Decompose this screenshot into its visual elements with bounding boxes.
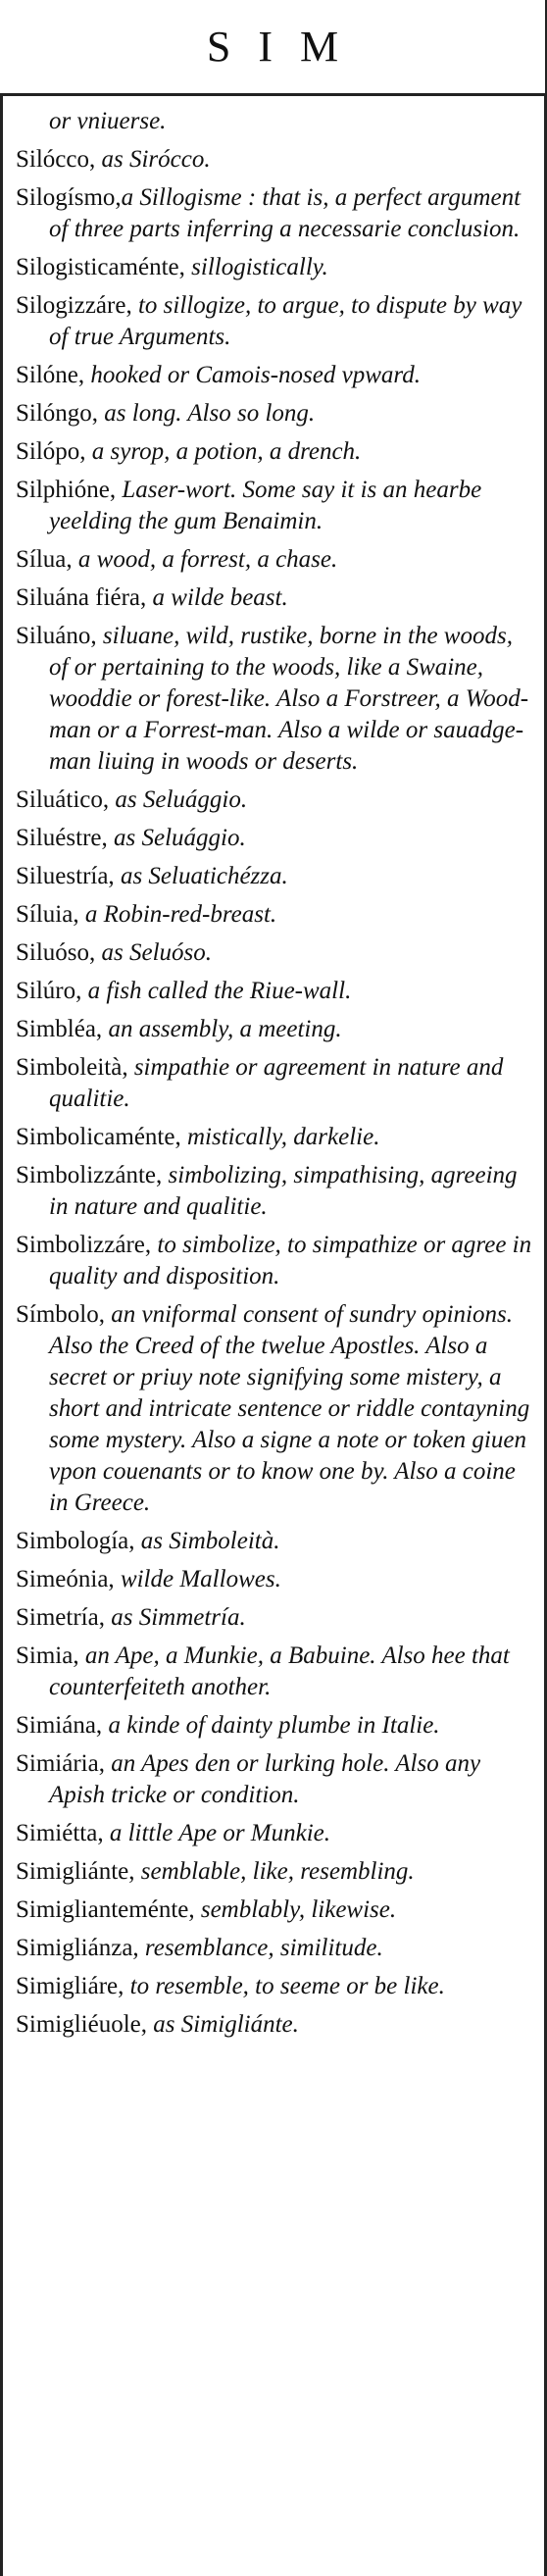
dictionary-entry [16, 436, 533, 468]
entry-headword: Simbolizzáre, [16, 1232, 152, 1258]
entry-headword: Simbléa, [16, 1016, 103, 1042]
entry-definition: an Apes den or lurking hole. Also any Apish tricke or condition. [49, 1750, 481, 1808]
entry-headword: Simbolizzánte, [16, 1162, 163, 1188]
dictionary-entry [16, 1299, 533, 1519]
entry-headword: Silóngo, [16, 400, 99, 427]
entry-headword: Siluána fiéra, [16, 584, 147, 611]
dictionary-entry [16, 398, 533, 429]
entry-definition: as Seluatichézza. [114, 863, 288, 889]
entry-definition: an Ape, a Munkie, a Babuine. Also hee that counterfeiteth another. [49, 1642, 510, 1700]
entry-definition: simpathie or agreement in nature and qualitie. [49, 1054, 504, 1112]
dictionary-entry [16, 1894, 533, 1926]
entry-headword: Simiána, [16, 1712, 103, 1739]
entry-definition: a syrop, a potion, a drench. [85, 438, 362, 465]
entry-definition: an vniformal consent of sundry opinions. Also the Creed of the twelue Apostles. Also a secret or priuy note signifying some mistery, a short and intricate sentence or riddle contayning some mystery. Also a signe a note or token giuen vpon couenants or to know one by. Also a coine in Greece. [49, 1301, 530, 1516]
entry-definition: wilde Mallowes. [114, 1566, 281, 1592]
entry-definition: a fish called the Riue-wall. [81, 978, 352, 1004]
dictionary-entry [16, 1526, 533, 1557]
entry-definition: semblably, likewise. [194, 1896, 397, 1923]
entry-headword: Simboleità, [16, 1054, 128, 1081]
dictionary-entry [16, 937, 533, 969]
page-header [0, 0, 547, 96]
header-rule [0, 93, 545, 96]
entry-definition: Laser-wort. Some say it is an hearbe yeelding the gum Benaimin. [49, 477, 482, 534]
entry-list [16, 106, 533, 2047]
entry-headword: Simia, [16, 1642, 79, 1669]
entry-headword: Simbología, [16, 1528, 135, 1554]
dictionary-entry [16, 899, 533, 931]
entry-headword: Silópo, [16, 438, 86, 465]
dictionary-entry [16, 1052, 533, 1115]
entry-definition: as Sirócco. [95, 146, 211, 173]
dictionary-entry [16, 106, 533, 137]
entry-definition: a Sillogisme : that is, a perfect argument of three parts inferring a necessarie conclusion. [49, 184, 522, 242]
dictionary-entry [16, 1818, 533, 1849]
entry-headword: Simigliáre, [16, 1973, 124, 1999]
dictionary-entry [16, 360, 533, 391]
dictionary-entry [16, 861, 533, 892]
dictionary-entry [16, 1564, 533, 1595]
dictionary-entry [16, 2009, 533, 2041]
dictionary-entry [16, 544, 533, 576]
entry-headword: Sílua, [16, 546, 73, 573]
dictionary-entry [16, 1160, 533, 1223]
entry-headword: Siluáno, [16, 623, 97, 649]
entry-definition: or vniuerse. [49, 108, 167, 134]
entry-headword: Simigliánza, [16, 1935, 139, 1961]
dictionary-entry [16, 1014, 533, 1045]
entry-definition: hooked or Camois-nosed vpward. [84, 362, 421, 388]
dictionary-entry [16, 1230, 533, 1292]
dictionary-entry [16, 1856, 533, 1888]
entry-definition: as Seluággio. [107, 825, 246, 851]
entry-headword: Síluia, [16, 901, 79, 928]
entry-definition: a wood, a forrest, a chase. [72, 546, 338, 573]
entry-headword: Simiétta, [16, 1820, 104, 1846]
entry-definition: a wilde beast. [146, 584, 288, 611]
entry-headword: Simetría, [16, 1604, 105, 1631]
dictionary-entry [16, 582, 533, 614]
dictionary-entry [16, 182, 533, 245]
entry-headword: Siluestría, [16, 863, 115, 889]
dictionary-entry [16, 252, 533, 283]
entry-headword: Siluéstre, [16, 825, 108, 851]
entry-definition: to resemble, to seeme or be like. [124, 1973, 445, 1999]
entry-headword: Silogisticaménte, [16, 254, 185, 280]
entry-definition: as Simmetría. [104, 1604, 246, 1631]
dictionary-entry [16, 1602, 533, 1634]
entry-definition: simbolizing, simpathising, agreeing in nature and qualitie. [49, 1162, 518, 1220]
entry-headword: Simigliéuole, [16, 2011, 148, 2038]
column-rule-left [0, 96, 3, 2576]
entry-headword: Siluóso, [16, 939, 96, 966]
entry-headword: Simiglianteménte, [16, 1896, 195, 1923]
dictionary-entry [16, 1641, 533, 1703]
entry-headword: Simbolicaménte, [16, 1124, 181, 1150]
entry-headword: Silogizzáre, [16, 292, 132, 319]
dictionary-entry [16, 290, 533, 353]
entry-definition: siluane, wild, rustike, borne in the woods, of or pertaining to the woods, like a Swaine, wooddie or forest-like. Also a Forstreer, a Wood-man or a Forrest-man. Also a wilde or sauadge-man liuing in woods or deserts. [49, 623, 529, 775]
entry-definition: a little Ape or Munkie. [103, 1820, 331, 1846]
entry-headword: Siluático, [16, 786, 110, 813]
running-head: SIM [206, 23, 367, 71]
entry-headword: Simiária, [16, 1750, 105, 1777]
entry-definition: mistically, darkelie. [180, 1124, 380, 1150]
entry-headword: Silóne, [16, 362, 85, 388]
entry-definition: as Seluóso. [95, 939, 213, 966]
entry-definition: an assembly, a meeting. [102, 1016, 342, 1042]
dictionary-entry [16, 621, 533, 778]
entry-headword: Silúro, [16, 978, 82, 1004]
entry-definition: as Seluággio. [109, 786, 248, 813]
dictionary-entry [16, 976, 533, 1007]
entry-definition: as long. Also so long. [98, 400, 316, 427]
entry-definition: a kinde of dainty plumbe in Italie. [102, 1712, 440, 1739]
entry-definition: to sillogize, to argue, to dispute by way of true Arguments. [49, 292, 522, 350]
dictionary-entry [16, 475, 533, 537]
dictionary-entry [16, 144, 533, 176]
entry-headword: Silphióne, [16, 477, 117, 503]
dictionary-entry [16, 1748, 533, 1811]
entry-definition: a Robin-red-breast. [78, 901, 277, 928]
entry-definition: as Simigliánte. [147, 2011, 299, 2038]
dictionary-entry [16, 1933, 533, 1964]
entry-definition: sillogistically. [184, 254, 328, 280]
entry-headword: Silócco, [16, 146, 96, 173]
entry-headword: Silogísmo, [16, 184, 122, 211]
entry-definition: to simbolize, to simpathize or agree in quality and disposition. [49, 1232, 532, 1289]
entry-headword: Simigliánte, [16, 1858, 135, 1885]
entry-definition: as Simboleità. [134, 1528, 280, 1554]
entry-headword: Simeónia, [16, 1566, 115, 1592]
dictionary-entry [16, 1971, 533, 2002]
entry-definition: resemblance, similitude. [138, 1935, 383, 1961]
entry-headword: Símbolo, [16, 1301, 105, 1328]
dictionary-entry [16, 1122, 533, 1153]
dictionary-entry [16, 784, 533, 816]
dictionary-entry [16, 823, 533, 854]
dictionary-entry [16, 1710, 533, 1742]
entry-definition: semblable, like, resembling. [134, 1858, 415, 1885]
